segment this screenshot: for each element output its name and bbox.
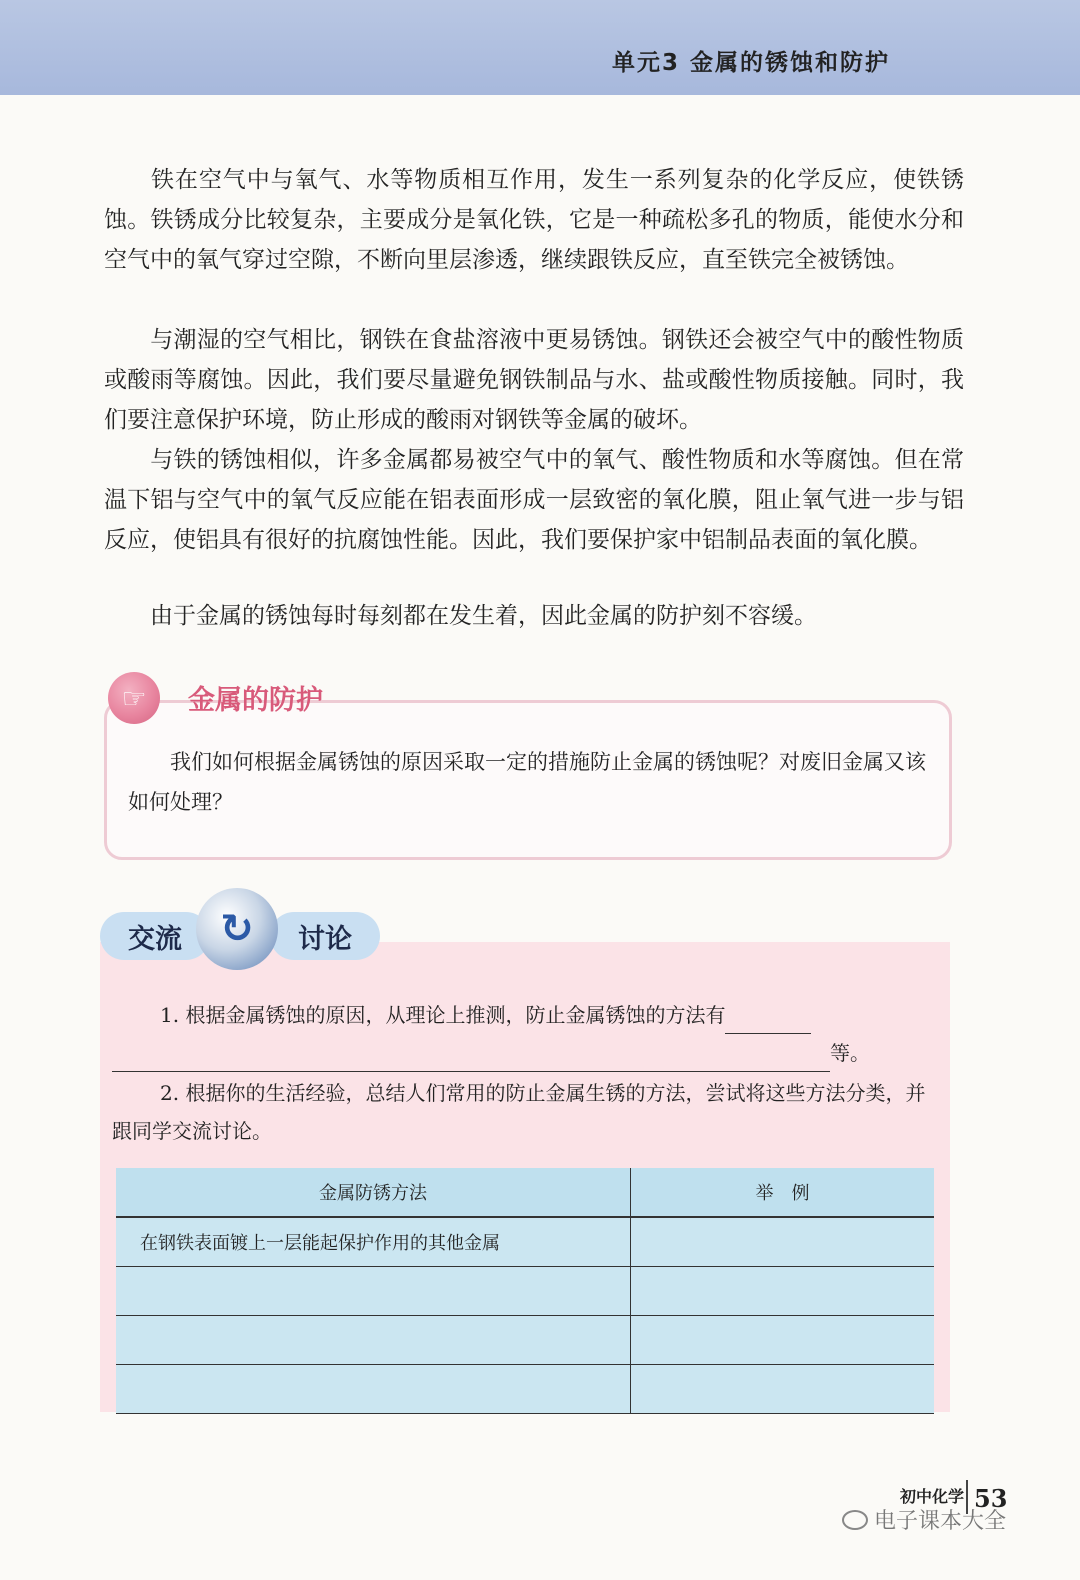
paragraph-2: 与潮湿的空气相比，钢铁在食盐溶液中更易锈蚀。钢铁还会被空气中的酸性物质或酸雨等腐蚀。因此，我们要尽量避免钢铁制品与水、盐或酸性物质接触。同时，我们要注意保护环境，防止形成的酸雨对钢铁等金属的破坏。 — [104, 327, 964, 433]
table-cell: 在钢铁表面镀上一层能起保护作用的其他金属 — [116, 1217, 631, 1267]
page-number: 53 — [974, 1484, 1008, 1513]
footer-book-title: 初中化学 — [900, 1487, 965, 1506]
question-2: 2. 根据你的生活经验，总结人们常用的防止金属生锈的方法，尝试将这些方法分类，并跟同学交流讨论。 — [112, 1081, 926, 1143]
question-1: 1. 根据金属锈蚀的原因，从理论上推测，防止金属锈蚀的方法有 等。 — [112, 996, 942, 1072]
watermark-text: 电子课本大全 — [874, 1509, 1007, 1534]
table-row — [116, 1267, 934, 1316]
wechat-icon — [842, 1510, 868, 1530]
answer-blank-1[interactable] — [725, 1005, 811, 1034]
table-cell[interactable] — [116, 1316, 631, 1365]
table-cell[interactable] — [631, 1365, 935, 1414]
paragraph-4: 由于金属的锈蚀每时每刻都在发生着，因此金属的防护刻不容缓。 — [150, 603, 817, 629]
table-cell[interactable] — [631, 1267, 935, 1316]
discussion-badge-left: 交流 — [100, 912, 210, 960]
answer-blank-2[interactable] — [112, 1043, 830, 1072]
table-cell[interactable] — [116, 1267, 631, 1316]
table-cell[interactable] — [631, 1217, 935, 1267]
table-cell[interactable] — [116, 1365, 631, 1414]
discussion-globe-icon: ↻ — [196, 888, 278, 970]
discussion-badge-right: 讨论 — [270, 912, 380, 960]
watermark — [842, 1504, 1006, 1535]
table-row — [116, 1316, 934, 1365]
unit-title: 单元3 金属的锈蚀和防护 — [611, 50, 890, 76]
paragraph-1: 铁在空气中与氧气、水等物质相互作用，发生一系列复杂的化学反应，使铁锈蚀。铁锈成分比较复杂，主要成分是氧化铁，它是一种疏松多孔的物质，能使水分和空气中的氧气穿过空隙，不断向里层渗透，继续跟铁反应，直至铁完全被锈蚀。 — [104, 167, 964, 273]
table-row — [116, 1217, 934, 1267]
section-title: 金属的防护 — [188, 685, 323, 716]
table-header-example: 举 例 — [631, 1168, 935, 1217]
rust-prevention-table — [116, 1168, 934, 1414]
section-question: 我们如何根据金属锈蚀的原因采取一定的措施防止金属的锈蚀呢？对废旧金属又该如何处理？ — [128, 750, 926, 814]
paragraph-3: 与铁的锈蚀相似，许多金属都易被空气中的氧气、酸性物质和水等腐蚀。但在常温下铝与空气中的氧气反应能在铝表面形成一层致密的氧化膜，阻止氧气进一步与铝反应，使铝具有很好的抗腐蚀性能。因此，我们要保护家中铝制品表面的氧化膜。 — [104, 447, 964, 553]
table-header-method: 金属防锈方法 — [116, 1168, 631, 1217]
header-band — [0, 0, 1080, 95]
table-row — [116, 1365, 934, 1414]
pointing-hand-icon: ☞ — [108, 672, 160, 724]
table-cell[interactable] — [631, 1316, 935, 1365]
